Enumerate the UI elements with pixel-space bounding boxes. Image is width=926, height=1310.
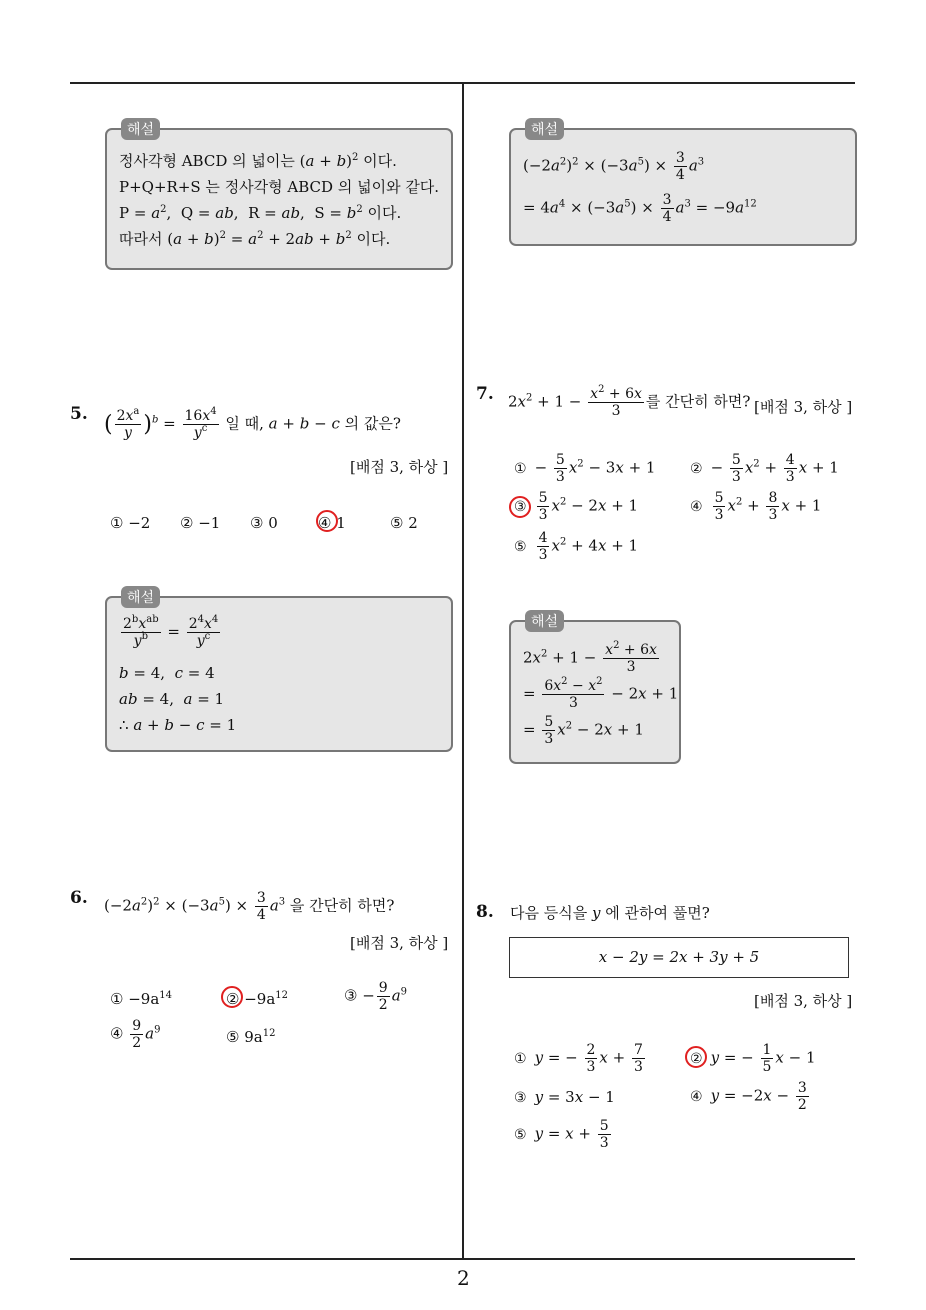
q7-choice-3[interactable]: ③ $\frac{5}{3}$ $x^2 - 2x + 1$ xyxy=(514,490,639,523)
solution-tag: 해설 xyxy=(525,118,564,140)
solution-box-q5 xyxy=(105,590,453,752)
question-7-stem: $2x^2 + 1$ − $\frac{x^2 + 6x}{3}$ 를 간단히 하면? xyxy=(508,384,751,419)
solution-tag: 해설 xyxy=(121,118,160,140)
bottom-rule xyxy=(70,1258,855,1260)
sol7-line-3: = $\frac{5}{3}$ $x^2 - 2x + 1$ xyxy=(523,714,644,747)
q7-choice-1[interactable]: ① − $\frac{5}{3}$ $x^2 - 3x + 1$ xyxy=(514,452,656,485)
q5-choice-4[interactable]: ④ 1 xyxy=(318,514,346,532)
question-5-number: 5. xyxy=(70,404,88,424)
question-6-stem: $(-2a^2)^2 \times (-3a^5)$ × $\frac{3}{4}$ $a^3$ 을 간단히 하면? xyxy=(104,890,395,923)
sol4-line-3: $P = a^2$, Q = ab, R = ab, $S = b^2$ 이다. xyxy=(119,204,402,222)
question-7-score: [배점 3, 하상 ] xyxy=(754,398,853,416)
question-6-number: 6. xyxy=(70,888,88,908)
q8-answer-mark xyxy=(685,1046,707,1068)
question-5-stem: ( $\frac{2x^a}{y}$ )$^b$ = $\frac{16x^4}{y^c}$ 일 때, a + b − c 의 값은? xyxy=(104,406,401,441)
sol5-line-4: ∴ a + b − c = 1 xyxy=(119,716,237,734)
q8-choice-1[interactable]: ① y = − $\frac{2}{3}$ x + $\frac{7}{3}$ xyxy=(514,1042,643,1075)
q8-choice-5[interactable]: ⑤ y = x + $\frac{5}{3}$ xyxy=(514,1118,609,1151)
question-8-equation: x − 2y = 2x + 3y + 5 xyxy=(598,948,760,966)
q5-answer-mark xyxy=(316,510,338,532)
q6-choice-2[interactable]: ② $-9a^{12}$ xyxy=(226,990,289,1008)
q7-choice-5[interactable]: ⑤ $\frac{4}{3}$ $x^2 + 4x + 1$ xyxy=(514,530,639,563)
q6-choice-1[interactable]: ① $-9a^{14}$ xyxy=(110,990,173,1008)
question-8-stem: 다음 등식을 y 에 관하여 풀면? xyxy=(510,904,710,922)
sol4-line-1: 정사각형 ABCD 의 넓이는 $(a + b)^2$ 이다. xyxy=(119,152,397,170)
solution-box-q7 xyxy=(509,614,681,764)
question-8-score: [배점 3, 하상 ] xyxy=(754,992,853,1010)
q6-choice-4[interactable]: ④ $\frac{9}{2}$ $a^9$ xyxy=(110,1018,161,1051)
q7-answer-mark xyxy=(509,496,531,518)
question-8-equation-box xyxy=(509,937,849,978)
q7-choice-4[interactable]: ④ $\frac{5}{3}$ $x^2$ + $\frac{8}{3}$ x + 1 xyxy=(690,490,822,523)
q6-choice-3[interactable]: ③ − $\frac{9}{2}$ $a^9$ xyxy=(344,980,408,1013)
question-8-number: 8. xyxy=(476,902,494,922)
solution-tag: 해설 xyxy=(121,586,160,608)
page-number: 2 xyxy=(457,1266,470,1290)
sol5-line-3: ab = 4, a = 1 xyxy=(119,690,225,708)
q6-answer-mark xyxy=(221,986,243,1008)
sol4-line-2: P+Q+R+S 는 정사각형 ABCD 의 넓이와 같다. xyxy=(119,178,440,196)
q5-choice-3[interactable]: ③ 0 xyxy=(250,514,278,532)
sol6-line-1: $(-2a^2)^2 \times (-3a^5)$ × $\frac{3}{4}$ $a^3$ xyxy=(523,150,705,183)
solution-box-q4 xyxy=(105,122,453,270)
question-7-number: 7. xyxy=(476,384,494,404)
q5-choice-2[interactable]: ② −1 xyxy=(180,514,221,532)
sol5-line-2: b = 4, c = 4 xyxy=(119,664,215,682)
sol5-line-1: $\frac{2^bx^{ab}}{y^b}$ = $\frac{2^4x^4}{y^c}$ xyxy=(123,614,219,649)
q8-choice-3[interactable]: ③ y = 3x − 1 xyxy=(514,1088,615,1106)
sol7-line-1: $2x^2 + 1$ − $\frac{x^2 + 6x}{3}$ xyxy=(523,640,657,675)
solution-tag: 해설 xyxy=(525,610,564,632)
question-5-score: [배점 3, 하상 ] xyxy=(350,458,449,476)
q8-choice-2[interactable]: ② y = − $\frac{1}{5}$ x − 1 xyxy=(690,1042,816,1075)
sol6-line-2: = $4a^4 \times (-3a^5)$ × $\frac{3}{4}$ $a^3 = -9a^{12}$ xyxy=(523,192,757,225)
sol4-line-4: 따라서 $(a + b)^2 = a^2 + 2ab + b^2$ 이다. xyxy=(119,230,391,248)
sol7-line-2: = $\frac{6x^2 - x^2}{3}$ − 2x + 1 xyxy=(523,676,679,711)
q7-choice-2[interactable]: ② − $\frac{5}{3}$ $x^2$ + $\frac{4}{3}$ x + 1 xyxy=(690,452,839,485)
question-6-score: [배점 3, 하상 ] xyxy=(350,934,449,952)
q5-choice-1[interactable]: ① −2 xyxy=(110,514,151,532)
q5-choice-5[interactable]: ⑤ 2 xyxy=(390,514,418,532)
column-divider xyxy=(462,84,464,1259)
solution-box-q6 xyxy=(509,122,857,246)
q6-choice-5[interactable]: ⑤ $9a^{12}$ xyxy=(226,1028,276,1046)
q8-choice-4[interactable]: ④ y = −2x − $\frac{3}{2}$ xyxy=(690,1080,807,1113)
